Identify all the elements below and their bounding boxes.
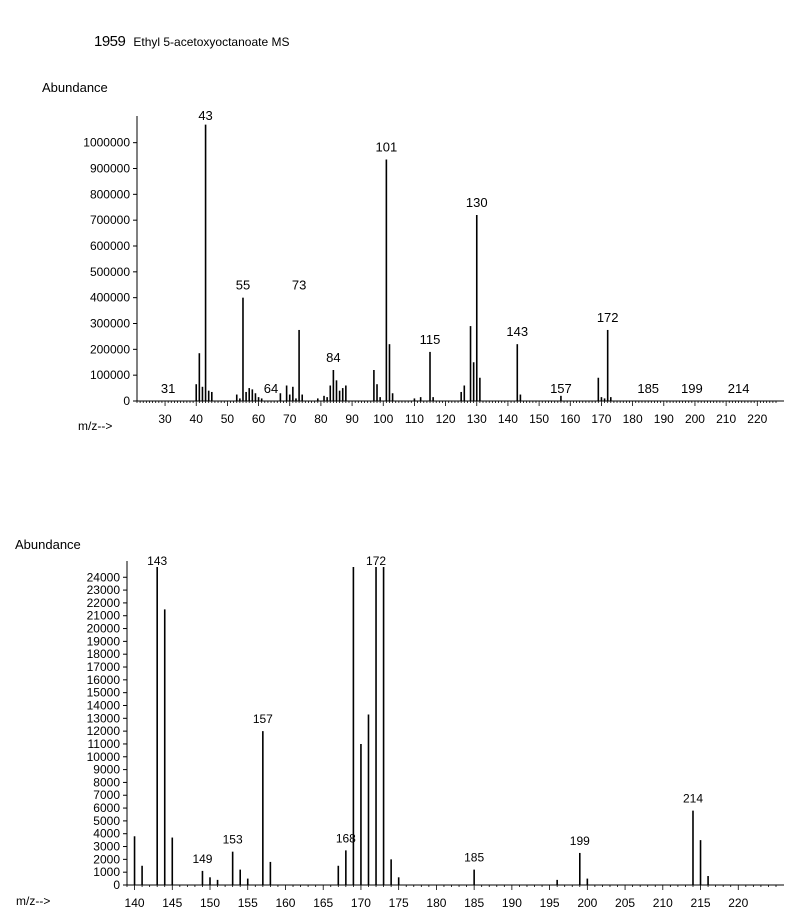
x-tick-label: 185 <box>464 896 485 910</box>
x-tick-label: 220 <box>728 896 749 910</box>
x-tick-label: 170 <box>591 412 612 426</box>
peak-label: 43 <box>198 108 213 123</box>
y-tick-label: 17000 <box>86 660 120 675</box>
y-tick-label: 11000 <box>87 736 120 751</box>
y-tick-label: 4000 <box>93 826 120 841</box>
y-tick-label: 23000 <box>86 583 120 598</box>
peak-label: 157 <box>252 712 273 727</box>
y-tick-label: 2000 <box>93 852 120 867</box>
x-tick-label: 140 <box>124 896 145 910</box>
x-tick-label: 150 <box>199 896 221 910</box>
peak-label: 185 <box>464 850 485 865</box>
x-tick-label: 120 <box>435 412 456 426</box>
x-tick-label: 195 <box>539 896 560 910</box>
peak-label: 153 <box>222 832 243 847</box>
x-tick-label: 155 <box>237 896 258 910</box>
spectrum-title: Ethyl 5-acetoxyoctanoate MS <box>133 35 290 49</box>
peak-label: 214 <box>682 791 704 806</box>
y-axis-label: Abundance <box>15 537 81 552</box>
y-tick-label: 300000 <box>89 316 130 331</box>
x-tick-label: 160 <box>275 896 296 910</box>
y-tick-label: 6000 <box>93 801 120 816</box>
y-tick-label: 21000 <box>86 608 120 623</box>
x-tick-label: 70 <box>283 412 297 426</box>
x-tick-label: 110 <box>404 412 424 426</box>
y-tick-label: 24000 <box>86 570 120 585</box>
y-tick-label: 1000 <box>93 865 120 880</box>
x-tick-label: 40 <box>189 412 203 426</box>
x-tick-label: 200 <box>577 896 598 910</box>
y-tick-label: 900000 <box>89 161 130 176</box>
y-tick-label: 20000 <box>86 621 120 636</box>
y-tick-label: 15000 <box>86 685 120 700</box>
x-tick-label: 180 <box>426 896 447 910</box>
peak-label: 130 <box>465 195 488 210</box>
y-tick-label: 8000 <box>93 775 120 790</box>
y-tick-label: 19000 <box>86 634 120 649</box>
x-tick-label: 100 <box>373 412 394 426</box>
x-tick-label: 30 <box>158 412 172 426</box>
x-tick-label: 130 <box>466 412 487 426</box>
x-tick-label: 175 <box>388 896 409 910</box>
x-tick-label: 180 <box>622 412 643 426</box>
peak-label: 143 <box>506 324 529 340</box>
y-tick-label: 9000 <box>93 762 120 777</box>
x-tick-label: 80 <box>314 412 328 426</box>
y-tick-label: 22000 <box>86 595 120 610</box>
spectrum-number: 1959 <box>94 33 126 50</box>
peak-label: 157 <box>550 381 572 396</box>
y-tick-label: 700000 <box>89 213 130 228</box>
x-tick-label: 145 <box>162 896 183 910</box>
x-axis-label: m/z--> <box>78 419 113 433</box>
y-tick-label: 13000 <box>86 711 120 726</box>
x-tick-label: 165 <box>313 896 334 910</box>
y-tick-label: 500000 <box>89 264 130 279</box>
x-tick-label: 160 <box>560 412 581 426</box>
peak-label: 64 <box>263 381 279 396</box>
peak-label: 143 <box>147 554 168 568</box>
x-tick-label: 90 <box>345 412 359 426</box>
y-axis-label: Abundance <box>42 80 108 95</box>
peak-label: 199 <box>569 833 590 848</box>
y-tick-label: 16000 <box>86 672 120 687</box>
x-tick-label: 190 <box>501 896 522 910</box>
peak-label: 149 <box>192 851 213 866</box>
peak-label: 101 <box>375 139 398 155</box>
x-tick-label: 210 <box>652 896 673 910</box>
x-tick-label: 215 <box>690 896 711 910</box>
peak-label: 185 <box>637 381 660 396</box>
x-tick-label: 205 <box>615 896 636 910</box>
x-tick-label: 200 <box>684 412 705 426</box>
y-tick-label: 18000 <box>86 647 120 662</box>
x-axis-label: m/z--> <box>16 894 51 908</box>
y-tick-label: 800000 <box>89 187 130 202</box>
x-tick-label: 150 <box>529 412 550 426</box>
x-tick-label: 220 <box>747 412 768 426</box>
x-tick-label: 210 <box>716 412 737 426</box>
x-tick-label: 60 <box>251 412 266 426</box>
y-tick-label: 1000000 <box>83 135 130 150</box>
peak-label: 84 <box>326 350 341 365</box>
x-tick-label: 170 <box>350 896 371 910</box>
x-tick-label: 140 <box>497 412 518 426</box>
y-tick-label: 400000 <box>89 290 130 305</box>
y-tick-label: 0 <box>113 878 120 892</box>
y-tick-label: 5000 <box>93 813 120 828</box>
peak-label: 73 <box>291 277 307 293</box>
y-tick-label: 200000 <box>89 342 130 357</box>
peak-label: 172 <box>366 554 387 568</box>
peak-label: 115 <box>419 331 441 347</box>
y-tick-label: 600000 <box>89 239 130 253</box>
x-tick-label: 190 <box>653 412 674 426</box>
y-tick-label: 7000 <box>93 788 120 803</box>
peak-label: 168 <box>335 831 356 846</box>
y-tick-label: 3000 <box>93 839 120 854</box>
peak-label: 199 <box>680 381 703 396</box>
peak-label: 172 <box>596 309 619 325</box>
peak-label: 31 <box>160 381 176 396</box>
peak-label: 214 <box>727 381 750 396</box>
x-tick-label: 50 <box>220 412 235 426</box>
y-tick-label: 12000 <box>86 724 120 739</box>
peak-label: 55 <box>235 277 251 293</box>
y-tick-label: 100000 <box>89 368 130 383</box>
y-tick-label: 14000 <box>86 698 120 713</box>
y-tick-label: 0 <box>123 394 130 408</box>
y-tick-label: 10000 <box>86 749 120 764</box>
